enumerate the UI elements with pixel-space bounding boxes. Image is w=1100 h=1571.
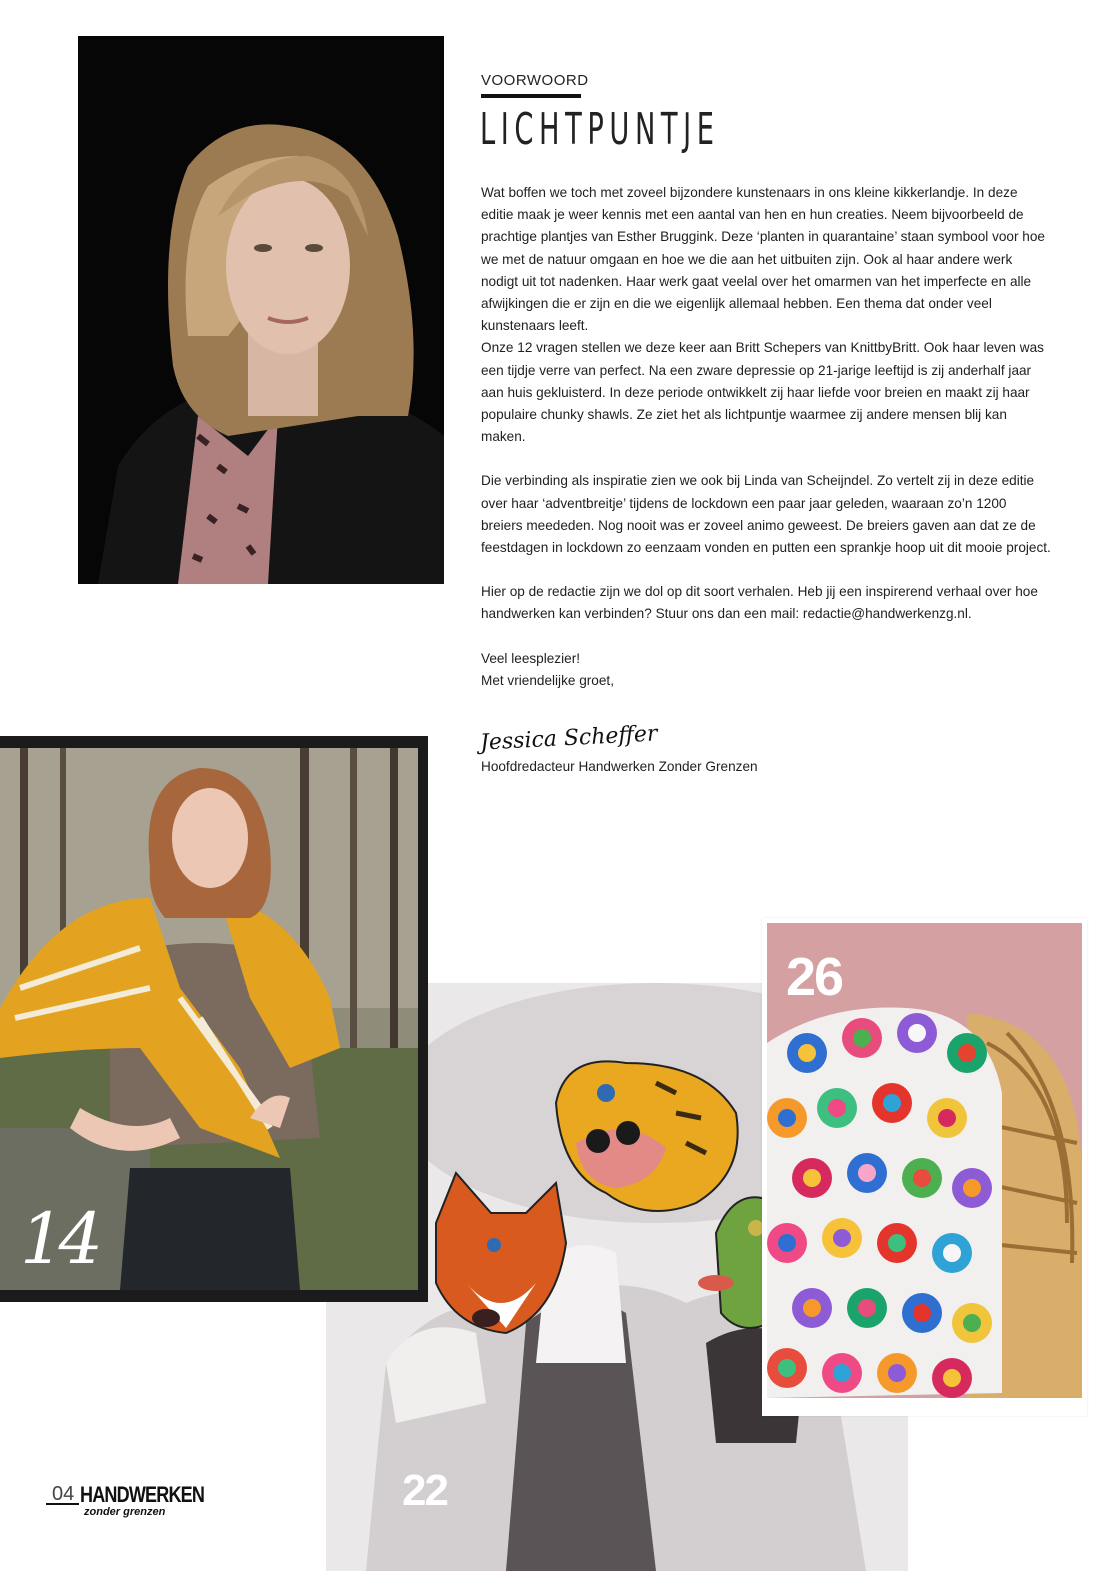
- footer-page-number: 04: [52, 1483, 75, 1505]
- paragraph: Hier op de redactie zijn we dol op dit soort verhalen. Heb jij een inspirerend verhaal over hoe handwerken kan verbinden? Stuur ons dan een mail: redactie@handwerkenzg.nl.: [481, 584, 1038, 622]
- signature-role: Hoofdredacteur Handwerken Zonder Grenzen: [481, 759, 758, 774]
- article-body: [481, 182, 1051, 692]
- section-label: VOORWOORD: [481, 72, 589, 89]
- tile-page-number: 26: [786, 947, 843, 1007]
- paragraph: Wat boffen we toch met zoveel bijzondere kunstenaars in ons kleine kikkerlandje. In deze editie maak je weer kennis met een aantal van hen en hun creaties. Neem bijvoorbeeld de prachtige plantjes van Esther Bruggink. Deze ‘planten in quarantaine’ staan symbool voor hoe we met de natuur omgaan en hoe we die aan het uitbuiten zijn. Ook al haar andere werk nodigt uit tot nadenken. Haar werk gaat veelal over het omarmen van het imperfecte en alle afwijkingen die er zijn en die we eigenlijk allemaal hebben. Een thema dat onder veel kunstenaars leeft.: [481, 185, 1045, 334]
- signature: Jessica Scheffer: [479, 721, 659, 756]
- tile-page-number: 14: [20, 1198, 98, 1280]
- paragraph: Die verbinding als inspiratie zien we ook bij Linda van Scheijndel. Zo vertelt zij in deze editie over haar ‘adventbreitje’ tijdens de lockdown een paar jaar geleden, waaraan zo’n 1200 breiers meededen. Nog nooit was er zoveel animo geweest. De breiers gaven aan dat ze de feestdagen in lockdown zo eenzaam vonden en putten een sprankje hoop uit dit mooie project.: [481, 473, 1051, 556]
- editor-portrait: [78, 36, 444, 584]
- closing-line: Met vriendelijke groet,: [481, 672, 614, 688]
- footer-brand-sub: zonder grenzen: [84, 1506, 166, 1518]
- footer-brand-logo: HANDWERKEN: [80, 1482, 205, 1507]
- closing-line: Veel leesplezier!: [481, 650, 580, 666]
- tile-page-number: 22: [402, 1466, 447, 1515]
- page-title: LICHTPUNTJE: [480, 104, 720, 155]
- section-rule: [481, 94, 581, 98]
- paragraph: Onze 12 vragen stellen we deze keer aan Britt Schepers van KnittbyBritt. Ook haar leven was een tijdje verre van perfect. Na een zware depressie op 21-jarige leeftijd is zij anderhalf jaar aan huis gekluisterd. In deze periode ontwikkelt zij haar liefde voor breien en maakt zij haar populaire chunky shawls. Ze ziet het als lichtpuntje waarmee zij andere mensen blij kan maken.: [481, 340, 1044, 445]
